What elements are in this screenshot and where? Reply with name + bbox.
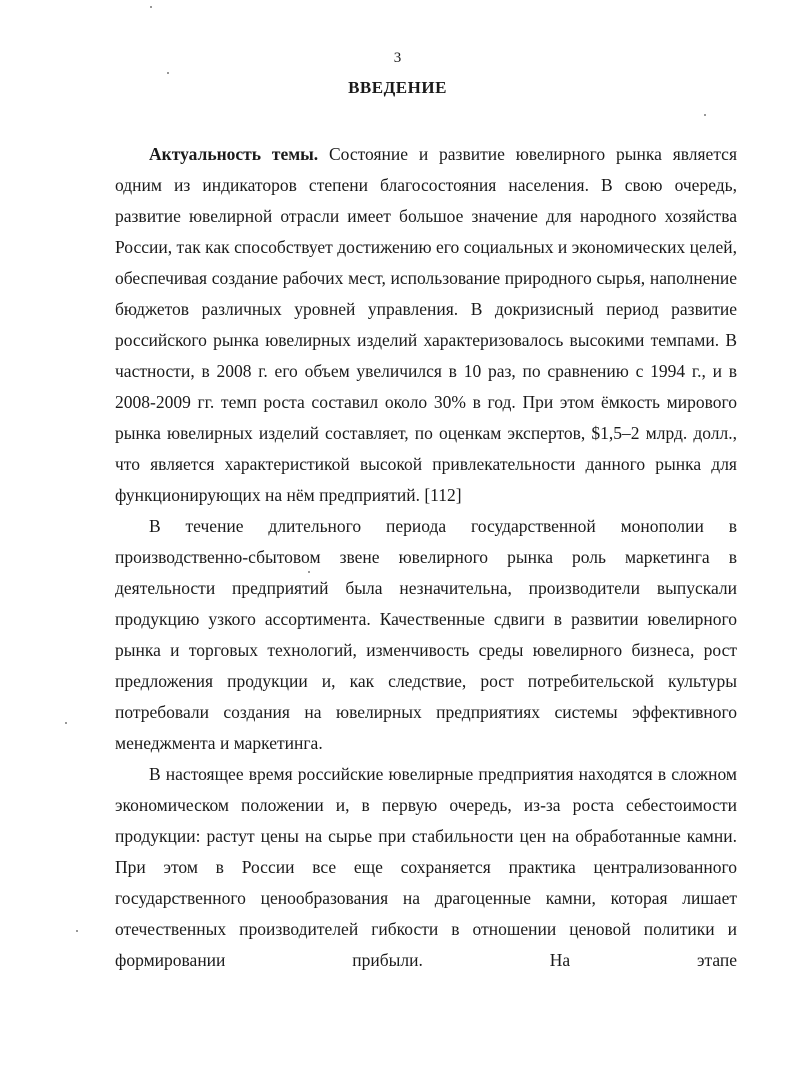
paragraph-current-state (115, 759, 737, 976)
paragraph-text: В настоящее время российские ювелирные предприятия находятся в сложном экономическом положении и, в первую очередь, из-за роста себестоимости продукции: растут цены на сырье при стабильности цен на обработанные камни. При этом в России все еще сохраняется практика централизованного государственного ценообразования на драгоценные камни, которая лишает отечественных производителей гибкости в отношении ценовой политики и формировании прибыли. На этапе (115, 764, 737, 970)
paragraph-lead: Актуальность темы. (149, 144, 319, 164)
paragraph-text: В течение длительного периода государственной монополии в производственно-сбытовом звене ювелирного рынка роль маркетинга в деятельности предприятий была незначительна, производители выпускали продукцию узкого ассортимента. Качественные сдвиги в развитии ювелирного рынка и торговых технологий, изменчивость среды ювелирного бизнеса, рост предложения продукции и, как следствие, рост потребительской культуры потребовали создания на ювелирных предприятиях системы эффективного менеджмента и маркетинга. (115, 516, 737, 753)
body-text (115, 139, 737, 976)
paragraph-monopoly (115, 511, 737, 759)
scan-speck (76, 930, 78, 932)
section-heading: ВВЕДЕНИЕ (348, 78, 447, 97)
paragraph-relevance (115, 139, 737, 511)
scan-speck (150, 6, 152, 8)
page-number: 3 (393, 50, 402, 66)
scan-speck (167, 72, 169, 74)
paragraph-text: Состояние и развитие ювелирного рынка является одним из индикаторов степени благосостояния населения. В свою очередь, развитие ювелирной отрасли имеет большое значение для народного хозяйства России, так как способствует достижению его социальных и экономических целей, обеспечивая создание рабочих мест, использование природного сырья, наполнение бюджетов различных уровней управления. В докризисный период развитие российского рынка ювелирных изделий характеризовалось высокими темпами. В частности, в 2008 г. его объем увеличился в 10 раз, по сравнению с 1994 г., и в 2008-2009 гг. темп роста составил около 30% в год. При этом ёмкость мирового рынка ювелирных изделий составляет, по оценкам экспертов, $1,5–2 млрд. долл., что является характеристикой высокой привлекательности данного рынка для функционирующих на нём предприятий. [112] (115, 144, 737, 505)
scan-speck (65, 722, 67, 724)
scan-speck (704, 114, 706, 116)
scan-speck (308, 571, 310, 573)
